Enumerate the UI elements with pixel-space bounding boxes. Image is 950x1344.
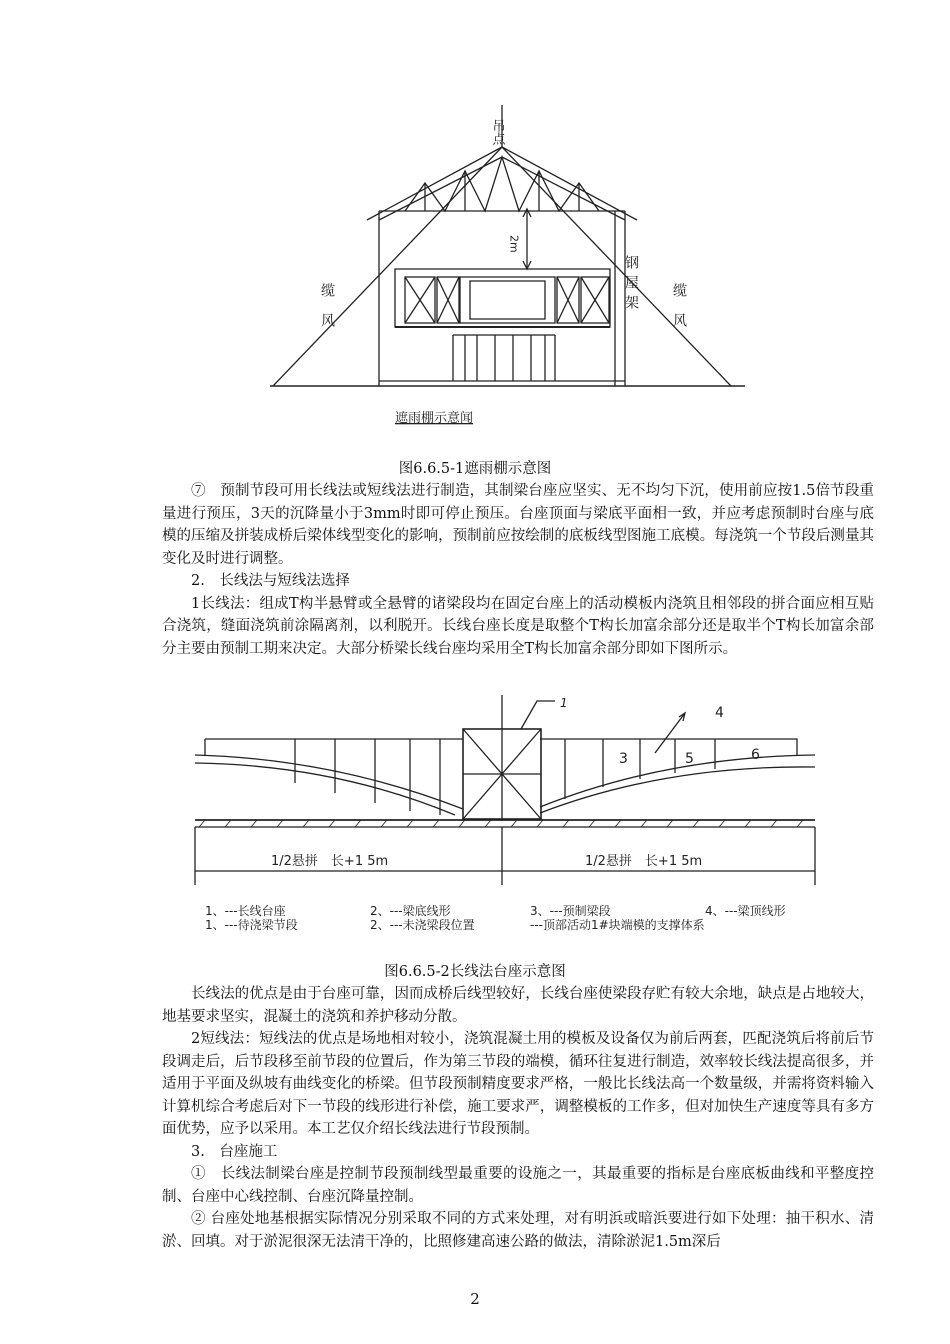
figure1-subtitle: 遮雨棚示意闻 (395, 411, 474, 426)
paragraph-pedestal-2: ② 台座处地基根据实际情况分别采取不同的方式来处理，对有明浜或暗浜要进行如下处理：抽干积水、清淤、回填。对于淤泥很深无法清干净的，比照修建高速公路的做法，清除淤泥1.5m深后 (162, 1211, 874, 1250)
text-block-1 (162, 480, 874, 660)
paragraph-short-line: 2短线法：短线法的优点是场地相对较小，浇筑混凝土用的模板及设备仅为前后两套，匹配浇筑后将前后节段调走后，后节段移至前节段的位置后，作为第三节段的端模，循环往复进行制造，效率较长线法提高很多，并适用于平面及纵坡有曲线变化的桥梁。但节段预制精度要求严格，一般比长线法高一个数量级，并需将资料输入计算机综合考虑后对下一节段的线形进行补偿，施工要求严，调整模板的工作多，但对加快生产速度等具有多方面优势，应予以采用。本工艺仅介绍长线法进行节段预制。 (162, 1031, 874, 1137)
legend-4: 4、---梁顶线形 (705, 904, 786, 918)
legend-3a: 3、---预制梁段 (530, 904, 611, 918)
num-3: 3 (619, 751, 628, 767)
text-block-2 (162, 983, 874, 1253)
legend-1b: 1、---待浇梁节段 (205, 918, 298, 932)
figure2-caption: 图6.6.5-2长线法台座示意图 (384, 964, 566, 980)
label-guy-left: 缆风 (319, 283, 335, 343)
num-1: 1 (560, 696, 568, 710)
label-guy-right: 缆风 (671, 283, 687, 343)
paragraph-pedestal-1: ① 长线法制梁台座是控制节段预制线型最重要的设施之一，其最重要的指标是台座底板曲线和平整度控制、台座中心线控制、台座沉降量控制。 (162, 1166, 874, 1205)
dim-left: 1/2悬拼 长+1 5m (271, 854, 389, 869)
heading-pedestal: 3. 台座施工 (191, 1143, 278, 1160)
legend-1a: 1、---长线台座 (205, 904, 286, 918)
heading-long-short: 2. 长线法与短线法选择 (191, 573, 350, 589)
num-6: 6 (751, 747, 760, 763)
dim-right: 1/2悬拼 长+1 5m (585, 854, 703, 869)
legend-3b: ---顶部活动1#块端模的支撑体系 (530, 918, 705, 932)
label-2m: 2m (507, 235, 521, 253)
num-4: 4 (715, 705, 724, 721)
page-number: 2 (470, 1290, 480, 1308)
figure-long-line-pedestal (185, 695, 825, 955)
label-steel-roof: 钢屋架 (623, 255, 639, 315)
legend-2b: 2、---未浇梁段位置 (370, 918, 475, 932)
figure-rain-shelter (255, 95, 755, 435)
paragraph-long-line: 1长线法：组成T构半悬臂或全悬臂的诸梁段均在固定台座上的活动模板内浇筑且相邻段的拼合面应相互贴合浇筑，缝面浇筑前涂隔离剂，以利脱开。长线台座长度是取整个T构长加富余部分还是取半个T构长加富余部分主要由预制工期来决定。大部分桥梁长线台座均采用全T构长加富余部分即如下图所示。 (162, 595, 874, 657)
num-5: 5 (685, 751, 694, 767)
paragraph-prefab: ⑦ 预制节段可用长线法或短线法进行制造，其制梁台座应坚实、无不均匀下沉，使用前应按1.5倍节段重量进行预压，3天的沉降量小于3mm时即可停止预压。台座顶面与梁底平面相一致，并应考虑预制时台座与底模的压缩及拼装成桥后梁体线型变化的影响，预制前应按绘制的底板线型图施工底模。每浇筑一个节段后测量其变化及时进行调整。 (162, 483, 874, 567)
legend-2a: 2、---梁底线形 (370, 904, 451, 918)
label-hoist-point: 吊点 (489, 119, 505, 145)
figure1-caption: 图6.6.5-1遮雨棚示意图 (398, 461, 552, 477)
paragraph-long-line-advantages: 长线法的优点是由于台座可靠，因而成桥后线型较好，长线台座使梁段存贮有较大余地，缺点是占地较大，地基要求坚实，混凝土的浇筑和养护移动分散。 (162, 986, 874, 1025)
